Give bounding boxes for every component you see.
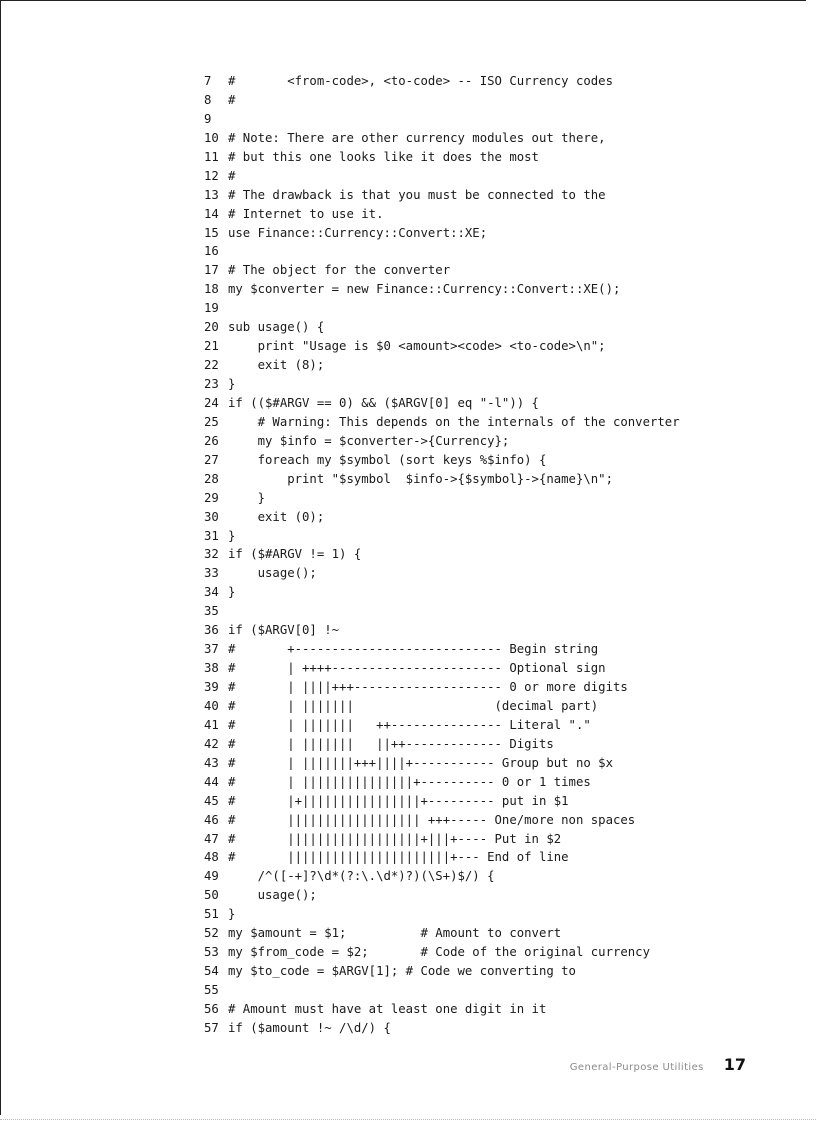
line-number: 17 xyxy=(204,263,219,278)
code-line xyxy=(204,394,680,413)
code-text: my $amount = $1; # Amount to convert xyxy=(228,926,562,941)
code-text: # xyxy=(228,92,236,107)
code-line xyxy=(204,91,680,110)
page-footer xyxy=(570,1055,746,1074)
code-line xyxy=(204,72,680,91)
line-number: 38 xyxy=(204,661,219,676)
code-text: # | ||||||| (decimal part) xyxy=(228,698,599,713)
code-line xyxy=(204,527,680,546)
code-line xyxy=(204,432,680,451)
line-number: 15 xyxy=(204,225,219,240)
code-line xyxy=(204,280,680,299)
code-line xyxy=(204,205,680,224)
code-text: my $from_code = $2; # Code of the original currency xyxy=(228,945,650,960)
code-text: exit (0); xyxy=(228,509,325,524)
line-number: 12 xyxy=(204,168,219,183)
code-line xyxy=(204,697,680,716)
code-line xyxy=(204,508,680,527)
line-number: 53 xyxy=(204,945,219,960)
code-text: if ($ARGV[0] !~ xyxy=(228,623,340,638)
code-text: my $converter = new Finance::Currency::Convert::XE(); xyxy=(228,282,621,297)
line-number: 33 xyxy=(204,566,219,581)
code-text: # | ||||||| ++--------------- Literal "." xyxy=(228,717,591,732)
code-line xyxy=(204,943,680,962)
line-number: 9 xyxy=(204,111,212,126)
line-number: 56 xyxy=(204,1001,219,1016)
code-text: # Warning: This depends on the internals of the converter xyxy=(228,414,680,429)
line-number: 24 xyxy=(204,395,219,410)
code-text: usage(); xyxy=(228,888,317,903)
line-number: 22 xyxy=(204,358,219,373)
code-line xyxy=(204,470,680,489)
line-number: 11 xyxy=(204,149,219,164)
code-text: my $to_code = $ARGV[1]; # Code we converting to xyxy=(228,964,576,979)
line-number: 50 xyxy=(204,888,219,903)
footer-section-title: General-Purpose Utilities xyxy=(569,1062,704,1073)
code-text: sub usage() { xyxy=(228,320,325,335)
line-number: 57 xyxy=(204,1020,219,1035)
line-number: 30 xyxy=(204,509,219,524)
line-number: 46 xyxy=(204,812,219,827)
code-text: # ||||||||||||||||||||||+--- End of line xyxy=(228,850,569,865)
line-number: 10 xyxy=(204,130,219,145)
line-number: 29 xyxy=(204,490,219,505)
code-line xyxy=(204,924,680,943)
code-line xyxy=(204,678,680,697)
page-edge-divider xyxy=(0,1119,816,1120)
line-number: 52 xyxy=(204,926,219,941)
code-line xyxy=(204,299,680,318)
line-number: 25 xyxy=(204,414,219,429)
line-number: 13 xyxy=(204,187,219,202)
code-line xyxy=(204,659,680,678)
line-number: 21 xyxy=(204,339,219,354)
code-text: print "Usage is $0 <amount><code> <to-code>\n"; xyxy=(228,339,606,354)
code-text: # | ||||+++-------------------- 0 or more digits xyxy=(228,680,628,694)
line-number: 45 xyxy=(204,793,219,808)
code-text: } xyxy=(228,907,236,922)
line-number: 49 xyxy=(204,869,219,884)
code-text: # | ||||||| ||++------------- Digits xyxy=(228,736,554,751)
code-text: # |+||||||||||||||||+--------- put in $1 xyxy=(228,793,569,808)
line-number: 41 xyxy=(204,717,219,732)
line-number: 32 xyxy=(204,547,219,562)
line-number: 18 xyxy=(204,282,219,297)
code-line xyxy=(204,129,680,148)
line-number: 19 xyxy=(204,301,219,316)
code-text: } xyxy=(228,528,236,543)
code-text: # The object for the converter xyxy=(228,263,451,278)
code-text: exit (8); xyxy=(228,358,325,373)
line-number: 51 xyxy=(204,907,219,922)
code-line xyxy=(204,375,680,394)
line-number: 14 xyxy=(204,206,219,221)
code-text: my $info = $converter->{Currency}; xyxy=(228,433,510,448)
code-text: # |||||||||||||||||| +++----- One/more non spaces xyxy=(228,812,636,827)
line-number: 36 xyxy=(204,623,219,638)
code-line xyxy=(204,811,680,830)
code-text: if ($#ARGV != 1) { xyxy=(228,547,362,562)
line-number: 35 xyxy=(204,604,219,619)
code-line xyxy=(204,962,680,981)
line-number: 39 xyxy=(204,680,219,694)
line-number: 20 xyxy=(204,320,219,335)
code-text: if ($amount !~ /\d/) { xyxy=(228,1020,391,1035)
code-text: # Internet to use it. xyxy=(228,206,384,221)
code-line xyxy=(204,792,680,811)
code-line xyxy=(204,318,680,337)
code-text: } xyxy=(228,585,236,600)
line-number: 43 xyxy=(204,755,219,770)
code-line xyxy=(204,1019,680,1038)
code-listing xyxy=(204,72,680,1038)
code-text: # xyxy=(228,168,236,183)
code-line xyxy=(204,110,680,129)
code-line xyxy=(204,545,680,564)
code-text: usage(); xyxy=(228,566,317,581)
code-text: } xyxy=(228,490,266,505)
line-number: 34 xyxy=(204,585,219,600)
line-number: 16 xyxy=(204,244,219,259)
code-line xyxy=(204,186,680,205)
code-line xyxy=(204,716,680,735)
code-line xyxy=(204,905,680,924)
line-number: 37 xyxy=(204,642,219,657)
code-line xyxy=(204,356,680,375)
line-number: 26 xyxy=(204,433,219,448)
code-text: # +---------------------------- Begin string xyxy=(228,642,599,657)
line-number: 44 xyxy=(204,774,219,789)
line-number: 8 xyxy=(204,92,212,107)
line-number: 55 xyxy=(204,983,219,997)
code-line xyxy=(204,830,680,849)
code-text: use Finance::Currency::Convert::XE; xyxy=(228,225,488,240)
code-text: # | ++++----------------------- Optional sign xyxy=(228,661,606,676)
page-number: 17 xyxy=(723,1055,746,1074)
code-line xyxy=(204,621,680,640)
code-line xyxy=(204,167,680,186)
code-text: # | |||||||+++||||+----------- Group but no $x xyxy=(228,755,613,770)
code-line xyxy=(204,564,680,583)
code-line xyxy=(204,602,680,621)
line-number: 27 xyxy=(204,452,219,467)
code-text: # <from-code>, <to-code> -- ISO Currency codes xyxy=(228,74,613,88)
line-number: 31 xyxy=(204,528,219,543)
code-line xyxy=(204,224,680,243)
code-line xyxy=(204,981,680,1000)
code-line xyxy=(204,242,680,261)
code-line xyxy=(204,848,680,867)
code-text: # The drawback is that you must be connected to the xyxy=(228,187,606,202)
code-line xyxy=(204,867,680,886)
line-number: 47 xyxy=(204,831,219,846)
code-line xyxy=(204,735,680,754)
code-text: /^([-+]?\d*(?:\.\d*)?)(\S+)$/) { xyxy=(228,869,495,884)
code-text: foreach my $symbol (sort keys %$info) { xyxy=(228,452,547,467)
code-line xyxy=(204,773,680,792)
code-text: # ||||||||||||||||||+|||+---- Put in $2 xyxy=(228,831,562,846)
line-number: 42 xyxy=(204,736,219,751)
line-number: 23 xyxy=(204,377,219,391)
code-line xyxy=(204,148,680,167)
code-text: if (($#ARGV == 0) && ($ARGV[0] eq "-l")) { xyxy=(228,395,539,410)
code-line xyxy=(204,583,680,602)
code-line xyxy=(204,640,680,659)
line-number: 40 xyxy=(204,698,219,713)
code-line xyxy=(204,261,680,280)
code-line xyxy=(204,337,680,356)
line-number: 54 xyxy=(204,964,219,979)
line-number: 48 xyxy=(204,850,219,865)
code-text: # but this one looks like it does the most xyxy=(228,149,539,164)
code-line xyxy=(204,413,680,432)
line-number: 7 xyxy=(204,74,212,88)
code-text: # Note: There are other currency modules out there, xyxy=(228,130,606,145)
line-number: 28 xyxy=(204,471,219,486)
code-line xyxy=(204,886,680,905)
code-line xyxy=(204,1000,680,1019)
code-text: # Amount must have at least one digit in it xyxy=(228,1001,547,1016)
code-line xyxy=(204,451,680,470)
code-text: # | |||||||||||||||+---------- 0 or 1 times xyxy=(228,774,591,789)
code-line xyxy=(204,754,680,773)
code-line xyxy=(204,489,680,508)
code-text: } xyxy=(228,377,236,391)
code-text: print "$symbol $info->{$symbol}->{name}\n"; xyxy=(228,471,613,486)
